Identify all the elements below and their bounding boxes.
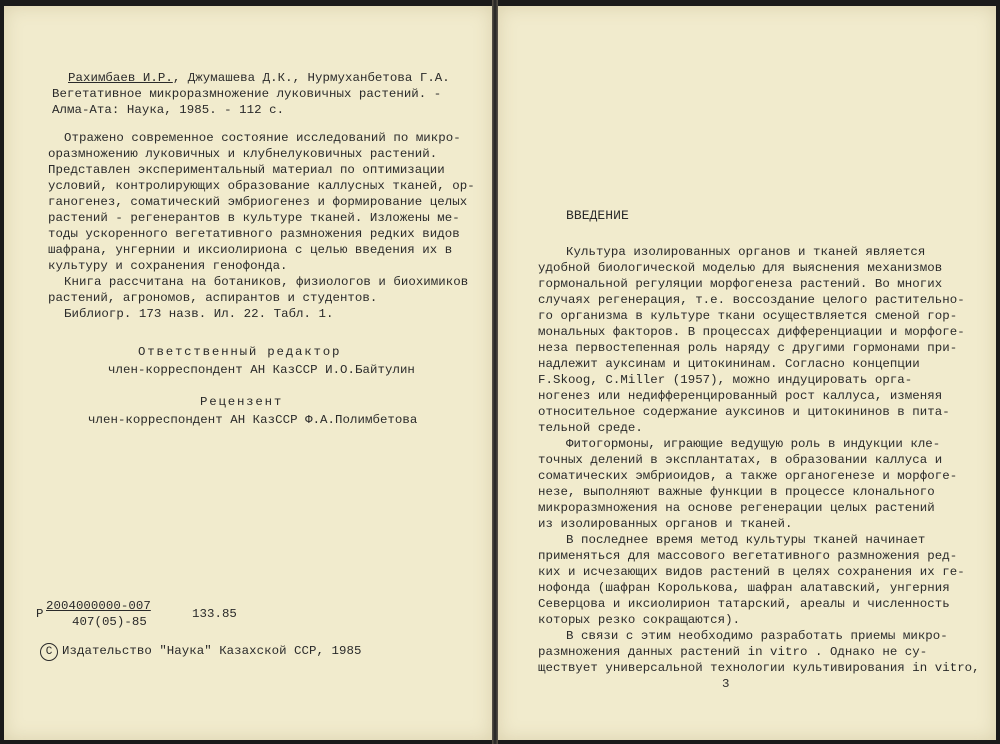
abstract-line: растений - регенерантов в культуре тканей. Изложены ме- <box>48 211 460 225</box>
abstract-line: Книга рассчитана на ботаников, физиологов и биохимиков <box>64 275 469 289</box>
body-line: Фитогормоны, играющие ведущую роль в индукции кле- <box>566 437 941 451</box>
abstract-line: шафрана, унгернии и иксиолириона с целью введения их в <box>48 243 453 257</box>
catalog-prefix: Р <box>36 607 44 621</box>
body-line: ногенез или недифференцированный рост каллуса, изменяя <box>538 389 943 403</box>
body-line: ких и исчезающих видов растений в целях сохранения их ге- <box>538 565 965 579</box>
abstract-line: тоды ускоренного вегетативного размножения редких видов <box>48 227 460 241</box>
body-line: Культура изолированных органов и тканей является <box>566 245 926 259</box>
body-line: гормональной регуляции морфогенеза растений. Во многих <box>538 277 943 291</box>
citation-title: Вегетативное микроразмножение луковичных растений. - <box>52 87 442 101</box>
body-line: ществует универсальной технологии культивирования in vitro, <box>538 661 980 675</box>
abstract-line: Отражено современное состояние исследований по микро- <box>64 131 461 145</box>
abstract-line: растений, агрономов, аспирантов и студентов. <box>48 291 378 305</box>
editor-name: член-корреспондент АН КазССР И.О.Байтулин <box>108 363 415 377</box>
editor-heading: Ответственный редактор <box>138 345 342 359</box>
body-line: В связи с этим необходимо разработать приемы микро- <box>566 629 948 643</box>
catalog-code-bottom: 407(05)-85 <box>72 615 147 629</box>
abstract-line: Представлен экспериментальный материал по оптимизации <box>48 163 445 177</box>
body-line: которых резко сокращаются). <box>538 613 741 627</box>
body-line: размножения данных растений in vitro . Однако не су- <box>538 645 928 659</box>
abstract-line: культуру и сохранения генофонда. <box>48 259 288 273</box>
body-line: соматических эмбриоидов, а также органогенезе и морфоге- <box>538 469 958 483</box>
body-line: нофонда (шафран Королькова, шафран алатавский, унгерния <box>538 581 950 595</box>
body-line: применяться для массового вегетативного размножения ред- <box>538 549 958 563</box>
abstract-line: Библиогр. 173 назв. Ил. 22. Табл. 1. <box>64 307 334 321</box>
body-line: надлежит ауксинам и цитокининам. Согласно концепции <box>538 357 920 371</box>
body-line: из изолированных органов и тканей. <box>538 517 793 531</box>
copyright-text: Издательство "Наука" Казахской ССР, 1985 <box>62 644 362 658</box>
body-line: мональных факторов. В процессах дифференциации и морфоге- <box>538 325 965 339</box>
body-line: случаях регенерация, т.е. воссоздание целого растительно- <box>538 293 965 307</box>
reviewer-name: член-корреспондент АН КазССР Ф.А.Полимбетова <box>88 413 418 427</box>
catalog-code-top: 2004000000-007 <box>46 599 151 613</box>
citation-other-authors: , Джумашева Д.К., Нурмуханбетова Г.А. <box>172 71 450 85</box>
section-heading: ВВЕДЕНИЕ <box>566 208 629 223</box>
body-line: неза первостепенная роль наряду с другими гормонами при- <box>538 341 958 355</box>
abstract-line: оразмножению луковичных и клубнелуковичных растений. <box>48 147 438 161</box>
copyright-icon: C <box>40 643 58 661</box>
page-number: 3 <box>722 677 730 691</box>
body-line: незе, выполняют важные функции в процессе клонального <box>538 485 935 499</box>
citation-authors <box>68 70 450 86</box>
abstract-line: условий, контролирующих образование каллусных тканей, ор- <box>48 179 475 193</box>
reviewer-heading: Рецензент <box>200 395 284 409</box>
body-line: точных делений в эксплантатах, в образовании каллуса и <box>538 453 943 467</box>
body-line: удобной биологической моделью для выяснения механизмов <box>538 261 943 275</box>
citation-first-author: Рахимбаев И.Р. <box>68 71 173 85</box>
body-line: В последнее время метод культуры тканей начинает <box>566 533 926 547</box>
body-line: относительное содержание ауксинов и цитокининов в пита- <box>538 405 950 419</box>
body-line: Северцова и иксиолирион татарский, ареалы и численность <box>538 597 950 611</box>
catalog-code-extra: 133.85 <box>192 607 237 621</box>
body-line: тельной среде. <box>538 421 643 435</box>
right-page <box>498 6 996 740</box>
citation-publisher: Алма-Ата: Наука, 1985. - 112 с. <box>52 103 285 117</box>
left-page <box>4 6 492 740</box>
body-line: го организма в культуре ткани осуществляется сменой гор- <box>538 309 958 323</box>
body-line: F.Skoog, C.Miller (1957), можно индуцировать орга- <box>538 373 913 387</box>
body-line: микроразмножения на основе регенерации целых растений <box>538 501 935 515</box>
abstract-line: ганогенез, соматический эмбриогенез и формирование целых <box>48 195 468 209</box>
